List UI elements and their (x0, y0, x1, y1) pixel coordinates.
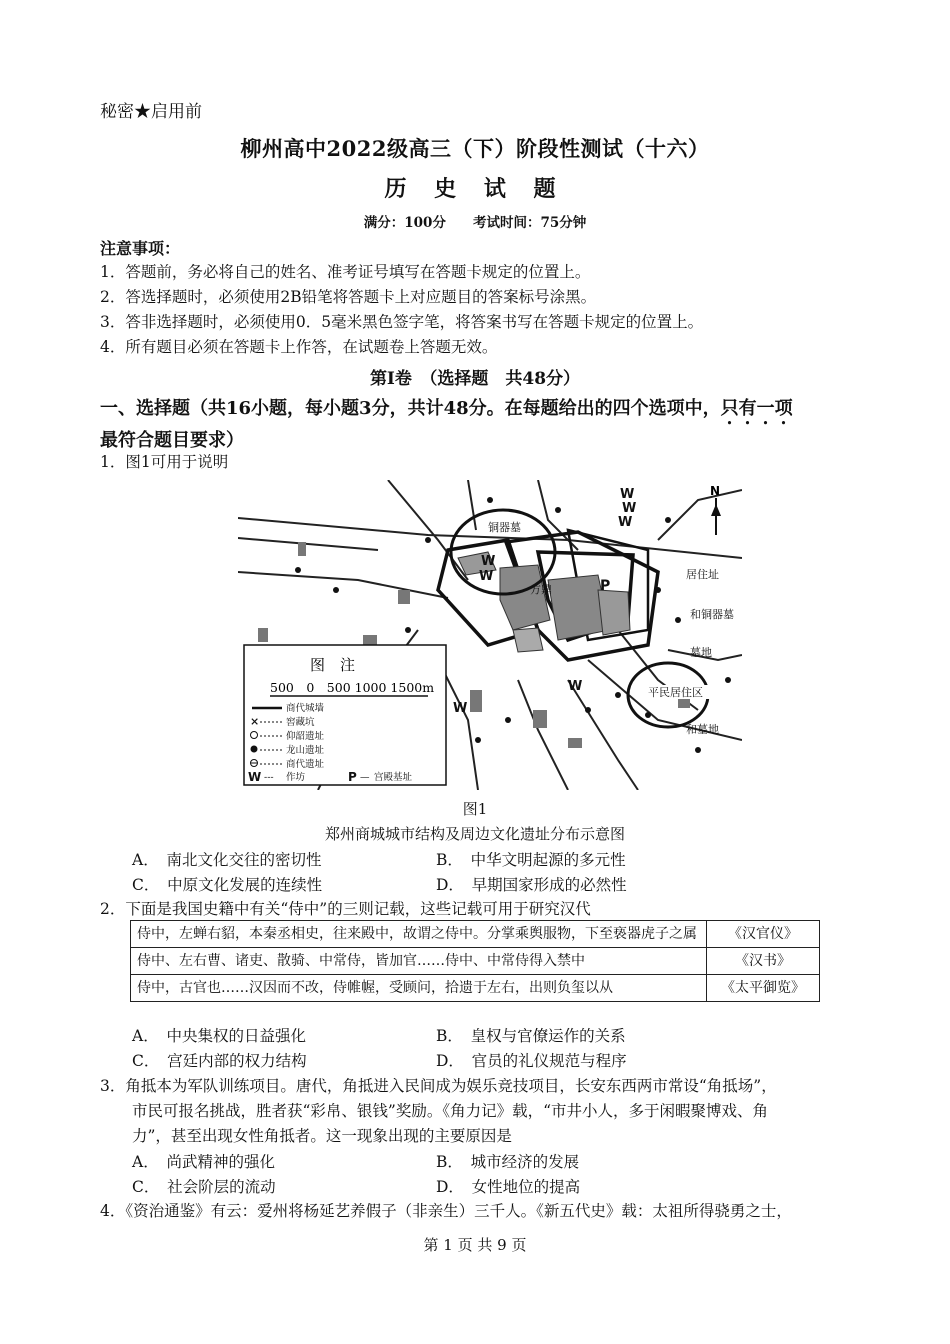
q3-option-a[interactable]: A． 尚武精神的强化 (132, 1153, 275, 1171)
svg-text:W: W (568, 679, 583, 694)
notice-item: 2．答选择题时，必须使用2B铅笔将答题卡上对应题目的答案标号涂黑。 (100, 288, 597, 306)
legend-item: 商代遗址 (286, 759, 325, 770)
svg-text:W: W (618, 515, 633, 530)
question-1-stem: 1．图1可用于说明 (100, 453, 229, 471)
legend-title: 图 注 (310, 656, 356, 674)
secret-label: 秘密★启用前 (100, 102, 202, 122)
svg-text:×: × (250, 715, 260, 728)
q3-option-b[interactable]: B． 城市经济的发展 (436, 1153, 580, 1171)
figure-caption: 郑州商城城市结构及周边文化遗址分布示意图 (324, 825, 625, 843)
figure-label: 图1 (462, 800, 488, 818)
section-heading-cont: 最符合题目要求） (100, 430, 244, 451)
q3-option-d[interactable]: D． 女性地位的提高 (436, 1178, 581, 1196)
table-cell-text: 侍中，左蝉右貂，本秦丞相史，往来殿中，故谓之侍中。分掌乘舆服物，下至亵器虎子之属 (131, 921, 707, 948)
legend-item: 宫殿基址 (374, 772, 413, 783)
map-label: 铜器墓 (488, 521, 521, 534)
svg-text:P: P (600, 578, 611, 594)
q1-option-d[interactable]: D． 早期国家形成的必然性 (436, 876, 627, 894)
q1-option-a[interactable]: A． 南北文化交往的密切性 (132, 851, 322, 869)
exam-meta: 满分：100分 考试时间：75分钟 (363, 215, 587, 231)
q2-option-c[interactable]: C． 宫廷内部的权力结构 (132, 1052, 307, 1070)
table-row (131, 921, 820, 948)
notice-item: 1．答题前，务必将自己的姓名、准考证号填写在答题卡规定的位置上。 (100, 263, 591, 281)
q2-option-d[interactable]: D． 官员的礼仪规范与程序 (436, 1052, 627, 1070)
table-cell-text: 侍中、左右曹、诸吏、散骑、中常侍，皆加官……侍中、中常侍得入禁中 (131, 948, 707, 975)
legend-item: 作坊 (286, 772, 306, 783)
map-label: 和铜器墓 (690, 608, 734, 621)
legend-item: 商代城墙 (286, 703, 325, 714)
q1-option-c[interactable]: C． 中原文化发展的连续性 (132, 876, 323, 894)
table-row (131, 975, 820, 1002)
legend-w: W (248, 770, 262, 784)
map-label: 和墓地 (686, 723, 719, 736)
table-row (131, 948, 820, 975)
section-heading-text: 一、选择题（共16小题，每小题3分，共计48分。在每题给出的四个选项中， (100, 398, 721, 419)
svg-text:—: — (360, 772, 370, 783)
svg-text:W: W (481, 554, 496, 569)
notice-title: 注意事项： (100, 239, 181, 258)
notice-item: 3．答非选择题时，必须使用0．5毫米黑色签字笔，将答案书写在答题卡规定的位置上。 (100, 313, 704, 331)
page-footer: 第 1 页 共 9 页 (423, 1236, 527, 1254)
notice-item: 4．所有题目必须在答题卡上作答，在试题卷上答题无效。 (100, 338, 498, 356)
section-heading-emphasis: 只有一项 (720, 398, 793, 419)
exam-title: 柳州高中2022级高三（下）阶段性测试（十六） (240, 136, 710, 161)
question-2-stem: 2．下面是我国史籍中有关“侍中”的三则记载，这些记载可用于研究汉代 (100, 900, 591, 918)
map-label: 居住址 (686, 568, 719, 581)
legend-item: 仰韶遗址 (286, 731, 325, 742)
zhengzhou-map (238, 480, 742, 790)
svg-text:---: --- (264, 772, 274, 783)
table-cell-source: 《汉官仪》 (707, 921, 820, 948)
q2-option-a[interactable]: A． 中央集权的日益强化 (132, 1027, 306, 1045)
exam-subject: 历 史 试 题 (384, 176, 566, 202)
section-heading (100, 394, 793, 429)
q3-option-c[interactable]: C． 社会阶层的流动 (132, 1178, 276, 1196)
q1-option-b[interactable]: B． 中华文明起源的多元性 (436, 851, 626, 869)
svg-text:W: W (620, 487, 635, 502)
legend-item: 窖藏坑 (286, 717, 315, 728)
question-3-line: 3．角抵本为军队训练项目。唐代，角抵进入民间成为娱乐竞技项目，长安东西两市常设“角抵场”， (100, 1077, 777, 1095)
map-label: 墓地 (690, 646, 712, 659)
map-legend (244, 645, 446, 785)
table-cell-source: 《太平御览》 (707, 975, 820, 1002)
map-label: 平民居住区 (648, 686, 703, 699)
q2-option-b[interactable]: B． 皇权与官僚运作的关系 (436, 1027, 626, 1045)
map-figure (238, 480, 742, 790)
question-3-line: 力”，甚至出现女性角抵者。这一现象出现的主要原因是 (132, 1127, 512, 1145)
question-3-line: 市民可报名挑战，胜者获“彩帛、银钱”奖励。《角力记》载，“市井小人，多于闲暇聚博戏、角 (132, 1102, 769, 1120)
source-table (130, 920, 820, 1002)
legend-scale: 500 0 500 1000 1500m (270, 680, 435, 695)
question-4-line: 4．《资治通鉴》有云：爱州将杨延艺养假子（非亲生）三千人。《新五代史》载：太祖所得骁勇之士， (100, 1202, 792, 1220)
svg-text:W: W (453, 701, 468, 716)
north-label: N (710, 484, 721, 498)
legend-item: 龙山遗址 (286, 745, 325, 756)
part-title: 第Ⅰ卷 （选择题 共48分） (369, 369, 581, 389)
svg-text:W: W (622, 501, 637, 516)
legend-p: P (348, 770, 357, 784)
table-cell-text: 侍中，古官也……汉因而不改，侍帷幄，受顾问，拾遗于左右，出则负玺以从 (131, 975, 707, 1002)
svg-text:W: W (479, 569, 494, 584)
map-label: 方鼎 (530, 583, 552, 596)
table-cell-source: 《汉书》 (707, 948, 820, 975)
